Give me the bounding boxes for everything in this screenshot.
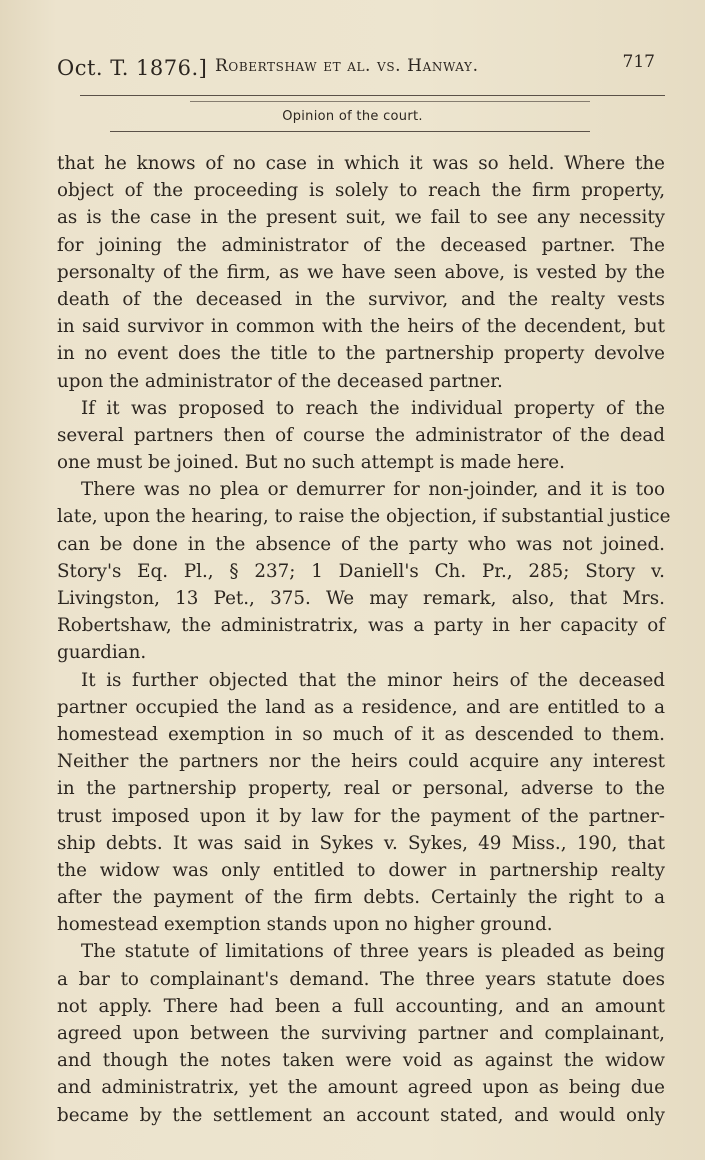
text-line: agreed upon between the surviving partner and complainant, bbox=[57, 1023, 665, 1044]
text-line: as is the case in the present suit, we fail to see any necessity bbox=[57, 207, 665, 229]
text-line: upon the administrator of the deceased partner. bbox=[57, 370, 503, 392]
text-line: one must be joined. But no such attempt is made here. bbox=[57, 452, 565, 474]
text-line: in no event does the title to the partnership property devolve bbox=[57, 343, 665, 365]
text-line: for joining the administrator of the deceased partner. The bbox=[57, 234, 665, 256]
text-line: became by the settlement an account stated, and would only bbox=[57, 1104, 665, 1126]
text-line: partner occupied the land as a residence, and are entitled to a bbox=[57, 696, 665, 718]
text-line: homestead exemption stands upon no higher ground. bbox=[57, 914, 553, 936]
text-line: death of the deceased in the survivor, and the realty vests bbox=[57, 288, 665, 310]
text-line: Neither the partners nor the heirs could acquire any interest bbox=[57, 751, 665, 773]
text-line: after the payment of the firm debts. Certainly the right to a bbox=[57, 887, 665, 909]
text-line: the widow was only entitled to dower in partnership realty bbox=[57, 859, 665, 881]
header-rule-thin bbox=[190, 101, 590, 102]
page-number: 717 bbox=[622, 52, 655, 72]
text-line: trust imposed upon it by law for the payment of the partner- bbox=[57, 805, 665, 827]
text-line: in the partnership property, real or personal, adverse to the bbox=[57, 778, 665, 800]
header-rule-bottom bbox=[110, 131, 590, 132]
text-line: late, upon the hearing, to raise the objection, if substantial justice bbox=[57, 506, 671, 528]
text-line: can be done in the absence of the party who was not joined. bbox=[57, 533, 665, 555]
section-subheading: Opinion of the court. bbox=[282, 109, 423, 124]
text-line: Livingston, 13 Pet., 375. We may remark, also, that Mrs. bbox=[57, 588, 665, 609]
text-line: and though the notes taken were void as against the widow bbox=[57, 1050, 665, 1072]
text-line: Story's Eq. Pl., § 237; 1 Daniell's Ch. Pr., 285; Story v. bbox=[57, 560, 665, 582]
text-line: personalty of the firm, as we have seen above, is vested by the bbox=[57, 261, 665, 283]
text-line: The statute of limitations of three years is pleaded as being bbox=[81, 941, 665, 963]
text-line: that he knows of no case in which it was so held. Where the bbox=[57, 153, 665, 174]
term-label: Oct. T. 1876.] bbox=[57, 56, 208, 80]
text-line: It is further objected that the minor heirs of the deceased bbox=[81, 669, 665, 691]
text-line: not apply. There had been a full accounting, and an amount bbox=[57, 995, 665, 1017]
header-rule-top bbox=[80, 95, 665, 96]
text-line: If it was proposed to reach the individual property of the bbox=[81, 397, 665, 419]
body-text bbox=[57, 150, 671, 1129]
text-line: ship debts. It was said in Sykes v. Sykes, 49 Miss., 190, that bbox=[57, 832, 665, 854]
text-line: a bar to complainant's demand. The three years statute does bbox=[57, 968, 665, 990]
text-line: and administratrix, yet the amount agreed upon as being due bbox=[57, 1077, 665, 1099]
case-title: Robertshaw et al. vs. Hanway. bbox=[215, 56, 479, 76]
running-head bbox=[57, 50, 667, 86]
text-line: in said survivor in common with the heirs of the decendent, but bbox=[57, 316, 665, 338]
text-line: object of the proceeding is solely to reach the firm property, bbox=[57, 180, 665, 202]
text-line: guardian. bbox=[57, 642, 147, 664]
text-line: several partners then of course the administrator of the dead bbox=[57, 424, 665, 446]
text-line: There was no plea or demurrer for non-joinder, and it is too bbox=[81, 479, 665, 501]
text-line: Robertshaw, the administratrix, was a party in her capacity of bbox=[57, 615, 665, 637]
text-line: homestead exemption in so much of it as descended to them. bbox=[57, 723, 665, 745]
